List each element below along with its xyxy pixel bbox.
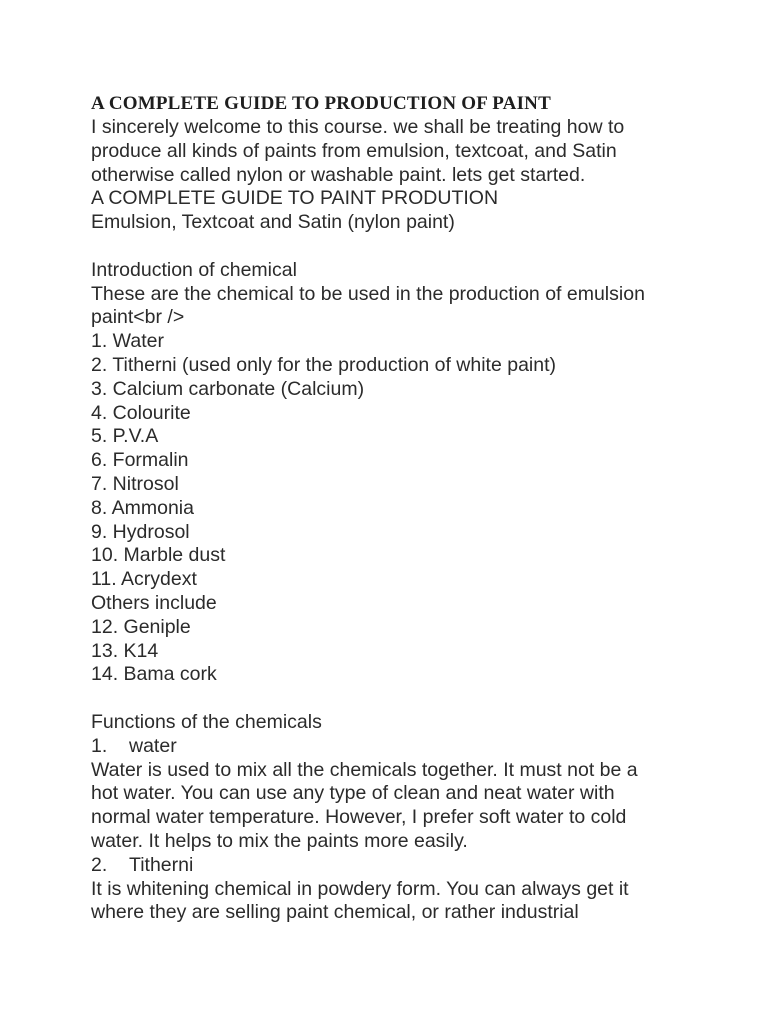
function-name: water [129,734,177,757]
others-list [91,616,731,687]
text-line: hot water. You can use any type of clean and neat water with [91,782,615,805]
chemicals-heading: Introduction of chemical [91,258,297,281]
list-item: 5. P.V.A [91,425,159,448]
text-line: It is whitening chemical in powdery form. You can always get it [91,877,629,900]
text-line: where they are selling paint chemical, or rather industrial [91,901,579,924]
list-item: 2. Titherni (used only for the production of white paint) [91,353,557,376]
list-item: 13. K14 [91,639,159,662]
others-label: Others include [91,591,217,614]
function-section-water [91,735,731,854]
functions-heading: Functions of the chemicals [91,710,322,733]
list-item: 9. Hydrosol [91,520,190,543]
list-item: 14. Bama cork [91,663,217,686]
text-line: normal water temperature. However, I prefer soft water to cold [91,806,627,829]
spacer [91,235,731,259]
text-line: water. It helps to mix the paints more easily. [91,829,468,852]
text-line: Water is used to mix all the chemicals together. It must not be a [91,758,638,781]
text-line: These are the chemical to be used in the production of emulsion [91,282,645,305]
subtitle-line: Emulsion, Textcoat and Satin (nylon paint) [91,211,455,234]
list-item: 3. Calcium carbonate (Calcium) [91,377,365,400]
chemicals-list [91,330,731,592]
list-item: 7. Nitrosol [91,472,179,495]
document-title: A COMPLETE GUIDE TO PRODUCTION OF PAINT [91,93,551,114]
list-item: 1. Water [91,330,164,353]
function-number: 1. [91,734,108,757]
list-item: 12. Geniple [91,615,191,638]
function-name: Titherni [129,853,194,876]
intro-paragraph [91,116,731,235]
list-item: 11. Acrydext [91,568,197,591]
subtitle-line: A COMPLETE GUIDE TO PAINT PRODUTION [91,187,499,210]
function-heading [91,854,731,878]
text-line: otherwise called nylon or washable paint. lets get started. [91,163,586,186]
text-line: I sincerely welcome to this course. we shall be treating how to [91,116,625,138]
function-number: 2. [91,853,108,876]
list-item: 4. Colourite [91,401,191,424]
text-line: produce all kinds of paints from emulsion, textcoat, and Satin [91,139,617,162]
spacer [91,687,731,711]
text-line: paint<br /> [91,306,185,329]
list-item: 6. Formalin [91,449,189,472]
function-section-titherni [91,854,731,925]
list-item: 10. Marble dust [91,544,226,567]
function-heading [91,735,731,759]
document-body [91,92,731,925]
list-item: 8. Ammonia [91,496,194,519]
